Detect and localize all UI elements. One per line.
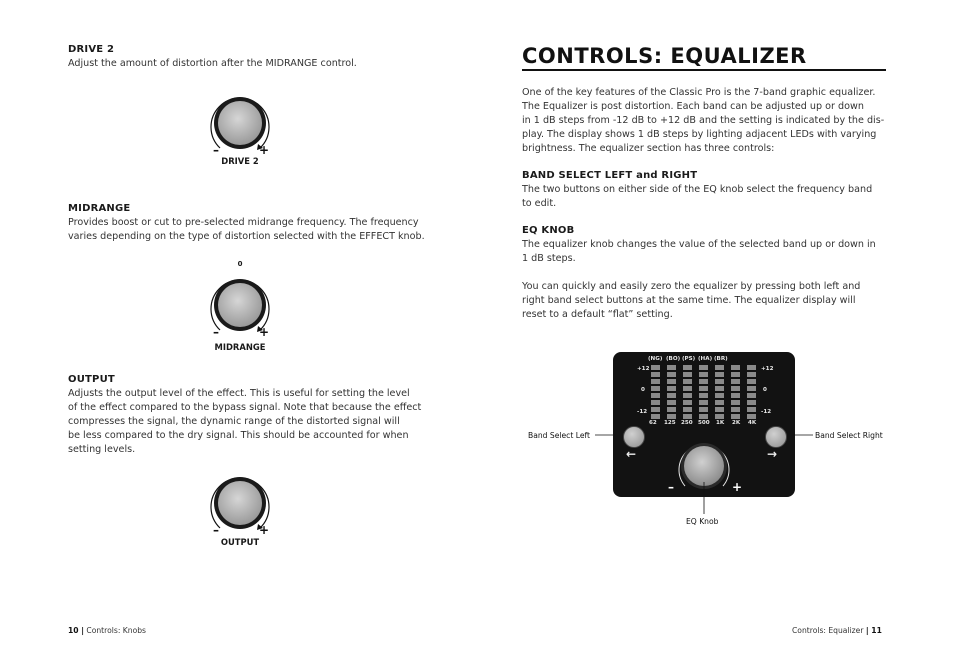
band-label-2k: 2K (732, 420, 741, 426)
callout-band-select-right: Band Select Right (815, 431, 883, 440)
plus-sign: + (259, 523, 270, 537)
left-page-number: 10 | (68, 626, 84, 635)
left-arrow-icon: ← (626, 447, 637, 461)
eq-led (715, 414, 724, 419)
eq-led (651, 386, 660, 391)
output-knob-label: OUTPUT (220, 537, 260, 547)
eq-led (747, 386, 756, 391)
eq-led (747, 414, 756, 419)
callout-eq-knob: EQ Knob (686, 517, 719, 526)
equalizer-intro: One of the key features of the Classic Pro is the 7-band graphic equalizer. The Equalizer is post distortion. Each band can be adjusted up or down in 1 dB steps from -12 dB to +12 dB and the setting is indicated by the dis- play. The display shows 1 dB steps by lighting adjacent LEDs with varying brightness. The equalizer section has three controls: (522, 87, 885, 154)
band-select-left-button[interactable] (623, 426, 645, 448)
scale-top-right: +12 (761, 366, 774, 372)
output-description: Adjusts the output level of the effect. This is useful for setting the level of the effect compared to the bypass signal. Note that because the effect compresses the signal, the dynamic range of the distorted signal will be less compared to the dry signal. This should be accounted for when setting levels. (68, 388, 422, 455)
eq-led (731, 407, 740, 412)
scale-mid-left: 0 (641, 387, 645, 393)
eq-led (667, 400, 676, 405)
band-select-description: The two buttons on either side of the EQ knob select the frequency band to edit. (522, 184, 873, 209)
title-rule (522, 69, 886, 71)
output-heading: OUTPUT (68, 374, 115, 385)
minus-sign: – (213, 325, 219, 339)
eq-led (731, 365, 740, 370)
eq-led (715, 393, 724, 398)
left-footer (68, 626, 146, 635)
eq-led (651, 365, 660, 370)
band-label-250: 250 (681, 420, 693, 426)
equalizer-panel (613, 352, 795, 497)
right-page-number: | 11 (865, 626, 882, 635)
eq-led-display (649, 364, 761, 420)
right-arrow-icon: → (767, 447, 778, 461)
midrange-description: Provides boost or cut to pre-selected midrange frequency. The frequency varies depending on the type of distortion selected with the EFFECT knob. (68, 217, 425, 242)
panel-label: (BR) (714, 356, 728, 362)
band-label-1k: 1K (716, 420, 725, 426)
eq-knob-description: The equalizer knob changes the value of the selected band up or down in 1 dB steps. (522, 239, 876, 264)
eq-led (667, 407, 676, 412)
eq-reset-description: You can quickly and easily zero the equalizer by pressing both left and right band select buttons at the same time. The equalizer display will reset to a default “flat” setting. (522, 281, 861, 320)
eq-led (667, 372, 676, 377)
eq-led (667, 379, 676, 384)
eq-led (699, 393, 708, 398)
scale-mid-right: 0 (763, 387, 767, 393)
eq-led (651, 400, 660, 405)
eq-led (667, 393, 676, 398)
eq-led (651, 379, 660, 384)
panel-label: (PS) (682, 356, 696, 362)
band-label-4k: 4K (748, 420, 757, 426)
eq-led (715, 407, 724, 412)
eq-led (731, 414, 740, 419)
eq-led (699, 379, 708, 384)
minus-sign: – (213, 143, 219, 157)
drive2-description: Adjust the amount of distortion after the MIDRANGE control. (68, 58, 357, 69)
eq-led (747, 400, 756, 405)
drive2-heading: DRIVE 2 (68, 44, 115, 55)
eq-led (667, 365, 676, 370)
drive2-knob-label: DRIVE 2 (221, 156, 259, 166)
eq-led (731, 386, 740, 391)
eq-led (699, 386, 708, 391)
eq-led (731, 393, 740, 398)
eq-led (667, 386, 676, 391)
callout-band-select-left: Band Select Left (528, 431, 591, 440)
eq-led (699, 400, 708, 405)
eq-led (683, 386, 692, 391)
eq-led (731, 400, 740, 405)
eq-led (683, 379, 692, 384)
eq-led (715, 379, 724, 384)
band-select-heading: BAND SELECT LEFT and RIGHT (522, 170, 698, 181)
eq-led (651, 393, 660, 398)
band-label-125: 125 (664, 420, 676, 426)
eq-led (747, 407, 756, 412)
band-select-right-button[interactable] (765, 426, 787, 448)
eq-led (683, 393, 692, 398)
eq-knob-heading: EQ KNOB (522, 225, 575, 236)
eq-led (683, 365, 692, 370)
eq-led (651, 407, 660, 412)
drive2-knob[interactable] (200, 86, 280, 166)
panel-label: (BO) (666, 356, 681, 362)
midrange-knob[interactable] (200, 268, 280, 348)
scale-bottom-right: -12 (761, 409, 772, 415)
callout-line-left (595, 430, 615, 440)
scale-bottom-left: -12 (637, 409, 648, 415)
eq-led (715, 372, 724, 377)
eq-led (683, 372, 692, 377)
band-label-500: 500 (698, 420, 710, 426)
left-footer-section: Controls: Knobs (86, 626, 147, 635)
output-knob[interactable] (200, 466, 280, 546)
eq-minus-sign: – (668, 480, 674, 494)
scale-top-left: +12 (637, 366, 650, 372)
band-label-62: 62 (649, 420, 657, 426)
eq-led (699, 414, 708, 419)
eq-led (699, 372, 708, 377)
midrange-knob-label: MIDRANGE (214, 342, 266, 352)
eq-led (715, 400, 724, 405)
callout-line-right (793, 430, 813, 440)
eq-led (747, 365, 756, 370)
page-title: CONTROLS: EQUALIZER (522, 44, 807, 68)
minus-sign: – (213, 523, 219, 537)
eq-led (683, 400, 692, 405)
eq-led (731, 379, 740, 384)
eq-led (747, 379, 756, 384)
midrange-zero-mark: 0 (237, 260, 243, 268)
eq-led (731, 372, 740, 377)
eq-led (747, 393, 756, 398)
eq-led (683, 407, 692, 412)
eq-led (651, 414, 660, 419)
midrange-heading: MIDRANGE (68, 203, 131, 214)
panel-label: (NG) (648, 356, 663, 362)
eq-led (683, 414, 692, 419)
eq-led (667, 414, 676, 419)
eq-led (715, 365, 724, 370)
callout-line-knob (700, 482, 710, 514)
eq-led (651, 372, 660, 377)
eq-led (747, 372, 756, 377)
right-footer-section: Controls: Equalizer (792, 626, 864, 635)
eq-led (699, 407, 708, 412)
eq-plus-sign: + (732, 480, 743, 494)
eq-led (715, 386, 724, 391)
eq-led (699, 365, 708, 370)
panel-label: (HA) (698, 356, 713, 362)
right-footer (792, 626, 882, 635)
plus-sign: + (259, 325, 270, 339)
plus-sign: + (259, 143, 270, 157)
